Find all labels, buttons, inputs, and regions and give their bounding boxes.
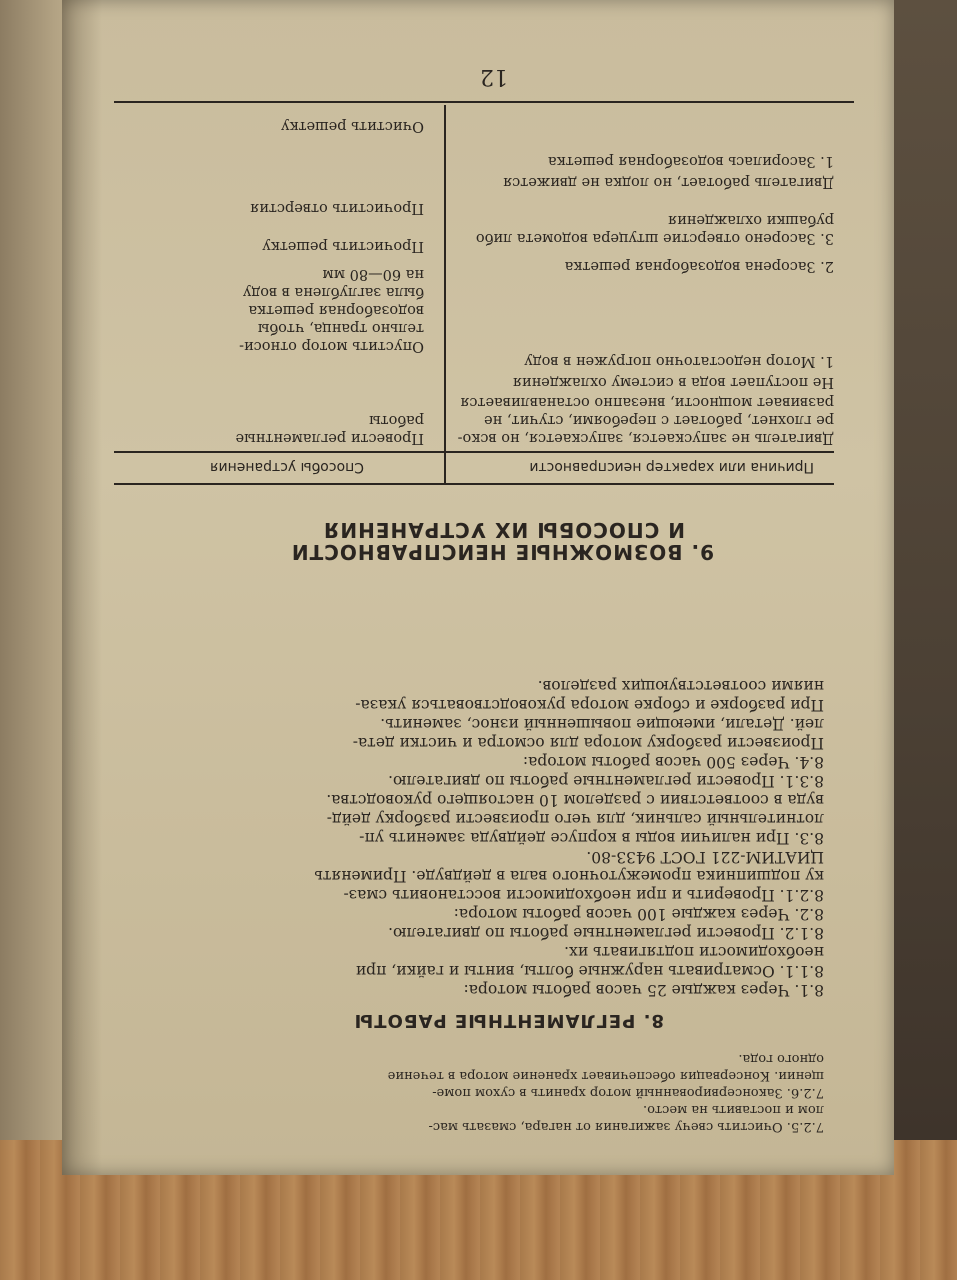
text-line: 8.1.2. Провести регламентные работы по двигателю. [388, 924, 824, 942]
section-8-title: 8. РЕГЛАМЕНТНЫЕ РАБОТЫ [353, 1010, 664, 1031]
table-row-5-cause [548, 152, 834, 170]
section-9-title-line2: И СПОСОБЫ ИХ УСТРАНЕНИЯ [323, 518, 686, 542]
text-line: лей. Детали, имеющие повышенный износ, заменить. [380, 715, 824, 733]
text-line: 7.2.5. Очистить свечу зажигания от нагара, смазать мас- [428, 1119, 824, 1134]
text-line: водозаборная решетка [248, 302, 424, 318]
text-line: на 60—80 мм [322, 266, 424, 282]
section-9-title [290, 518, 714, 564]
text-line: Опустить мотор относи- [239, 338, 424, 354]
table-row-4-remedy [250, 199, 424, 217]
text-line: Прочистить отверстия [250, 200, 424, 216]
text-line: 8.1.1. Осматривать наружные болты, винты и гайки, при [355, 962, 824, 980]
text-line: Очистить решетку [280, 118, 424, 134]
text-line: Произвести разборку мотора для осмотра и чистки дета- [352, 734, 824, 752]
text-line: При разборке и сборке мотора руководствоваться указа- [355, 696, 824, 714]
table-row-3-cause [565, 257, 834, 275]
text-line: работы [369, 412, 424, 428]
text-line: лом и поставить на место. [642, 1102, 824, 1117]
text-line: одного года. [738, 1051, 824, 1066]
text-line: лотнительный сальник, для чего произвести разборку дейд- [326, 810, 824, 828]
text-line: Провести регламентные [235, 430, 424, 446]
text-line: была заглублена в воду [242, 284, 424, 300]
text-line: вуда в соответствии с разделом 10 настоящего руководства. [326, 791, 824, 809]
table-row-2-cause [524, 352, 834, 370]
text-line: ре глохнет, работает с перебоями, стучит, не [484, 412, 834, 428]
text-line: 8.3. При наличии воды в корпусе дейдвуда заменить уп- [359, 829, 824, 847]
text-line: необходимости подтягивать их. [564, 943, 824, 961]
text-line: щении. Консервация обеспечивает хранение мотора в течение [387, 1068, 824, 1083]
table-row-3-remedy [262, 237, 424, 255]
table-row-1-cause [458, 393, 834, 447]
text-line: 2. Засорена водозаборная решетка [564, 258, 834, 274]
section-8-body [314, 676, 824, 999]
text-line: Двигатель не запускается, запускается, но вско- [457, 430, 834, 446]
maintenance-tail [388, 1050, 824, 1135]
group-3-title: Двигатель работает, но лодка не движется [502, 174, 834, 190]
text-line: развивает мощности, внезапно останавливается [460, 394, 834, 410]
text-line: рубашки охлаждения [667, 212, 834, 228]
text-line: 8.3.1. Провести регламентные работы по двигателю. [388, 772, 824, 790]
text-line: 8.4. Через 500 часов работы мотора: [522, 753, 824, 771]
table-row-1-remedy [236, 411, 424, 447]
section-9-title-line1: 9. ВОЗМОЖНЫЕ НЕИСПРАВНОСТИ [290, 540, 714, 564]
text-line: 1. Засорилась водозаборная решетка [548, 153, 834, 169]
table-row-2-remedy [239, 265, 424, 355]
page-content-upside-down [62, 0, 894, 1175]
text-line: ку подшипника промежуточного вала в дейдвуде. Применять [314, 867, 824, 885]
page-number: 12 [480, 64, 508, 89]
header-cause: Причина или характер неисправности [529, 459, 814, 475]
text-line: 3. Засорено отверстие штуцера водомета либо [475, 230, 834, 246]
text-line: 7.2.6. Законсервированный мотор хранить в сухом поме- [432, 1085, 824, 1100]
text-line: ЦИАТИМ-221 ГОСТ 9433-80. [586, 848, 824, 866]
text-line: 8.2. Через каждые 100 часов работы мотора: [453, 905, 824, 923]
header-rule [114, 101, 854, 103]
text-line: 8.1. Через каждые 25 часов работы мотора: [463, 981, 824, 999]
table-column-divider [444, 105, 446, 485]
text-line: 8.2.1. Проверить и при необходимости восстановить смаз- [343, 886, 824, 904]
table-row-5-remedy [281, 117, 424, 135]
text-line: Прочистить решетку [262, 238, 424, 254]
table-row-4-cause [476, 211, 834, 247]
text-line: 1. Мотор недостаточно погружен в воду [524, 353, 834, 369]
group-2-title: Не поступает вода в систему охлаждения [512, 374, 834, 390]
text-line: тельно транца, чтобы [257, 320, 424, 336]
text-line: ниями соответствующих разделов. [537, 677, 824, 695]
header-remedy: Способы устранения [210, 459, 364, 475]
faults-table-header [114, 451, 834, 485]
